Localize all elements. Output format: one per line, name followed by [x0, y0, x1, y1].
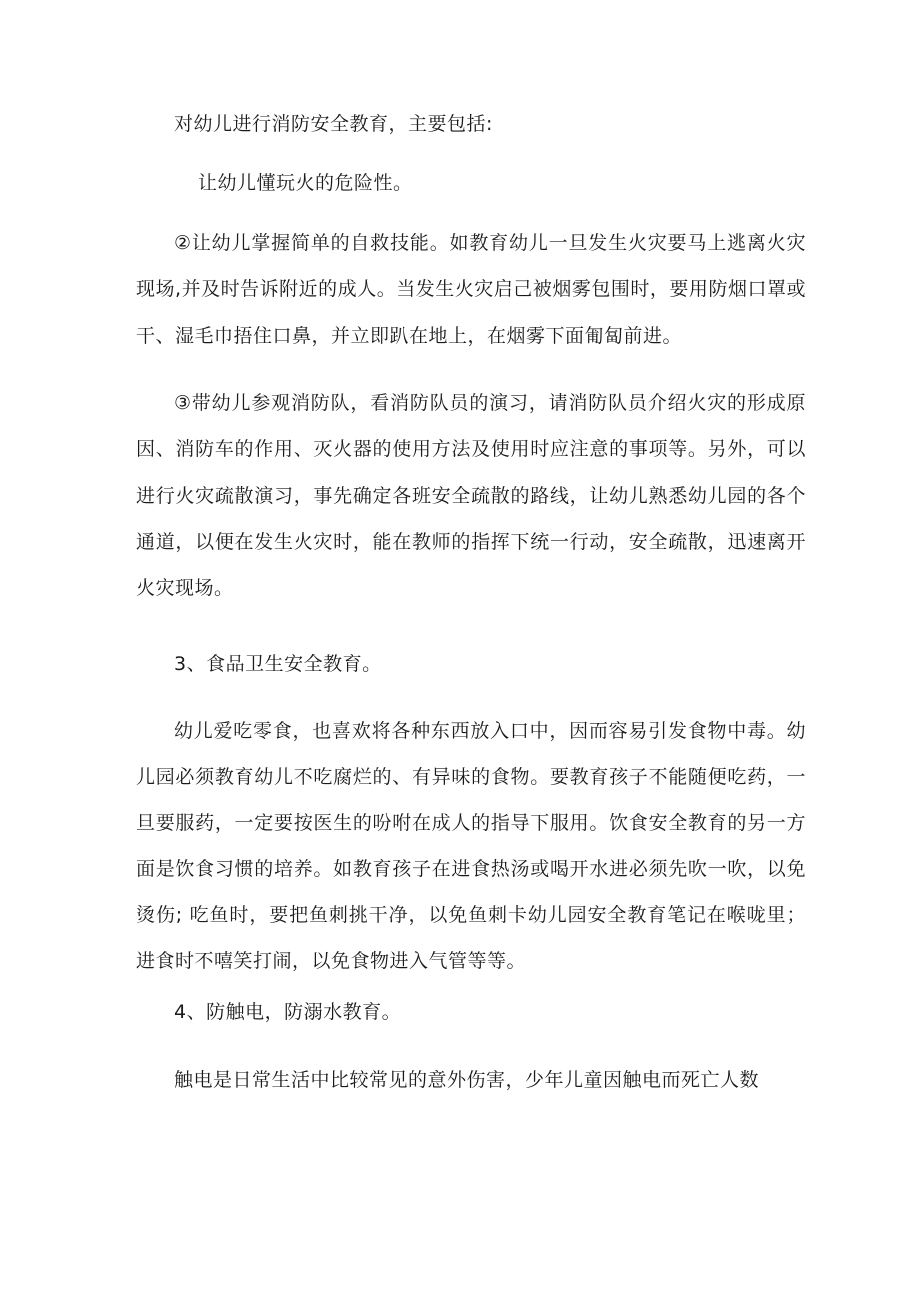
section-heading-electric-water: 4、防触电，防溺水教育。 [174, 1001, 402, 1023]
paragraph-item-1: 让幼儿懂玩火的危险性。 [198, 172, 413, 194]
paragraph-item-2-self-rescue: ②让幼儿掌握简单的自救技能。如教育幼儿一旦发生火灾要马上逃离火灾现场,并及时告诉附近的成人。当发生火灾启己被烟雾包围时，要用防烟口罩或干、湿毛巾捂住口鼻，并立即趴在地上，在烟雾下面匍匐前进。 [136, 232, 806, 347]
paragraph-food-safety: 幼儿爱吃零食，也喜欢将各种东西放入口中，因而容易引发食物中毒。幼儿园必须教育幼儿不吃腐烂的、有异味的食物。要教育孩子不能随便吃药，一旦要服药，一定要按医生的吩咐在成人的指导下服用。饮食安全教育的另一方面是饮食习惯的培养。如教育孩子在进食热汤或喝开水进必须先吹一吹，以免烫伤; 吃鱼时，要把鱼刺挑干净，以免鱼刺卡幼儿园安全教育笔记在喉咙里；进食时不嘻笑打闹，以免食物进入气管等等。 [136, 720, 806, 972]
paragraph-electric-shock: 触电是日常生活中比较常见的意外伤害，少年儿童因触电而死亡人数 [174, 1069, 760, 1091]
paragraph-intro: 对幼儿进行消防安全教育，主要包括: [174, 113, 493, 135]
paragraph-item-3-fire-station: ③带幼儿参观消防队，看消防队员的演习，请消防队员介绍火灾的形成原因、消防车的作用、灭火器的使用方法及使用时应注意的事项等。另外，可以进行火灾疏散演习，事先确定各班安全疏散的路线，让幼儿熟悉幼儿园的各个通道，以便在发生火灾时，能在教师的指挥下统一行动，安全疏散，迅速离开火灾现场。 [136, 392, 806, 600]
section-heading-food-safety: 3、食品卫生安全教育。 [174, 653, 382, 675]
